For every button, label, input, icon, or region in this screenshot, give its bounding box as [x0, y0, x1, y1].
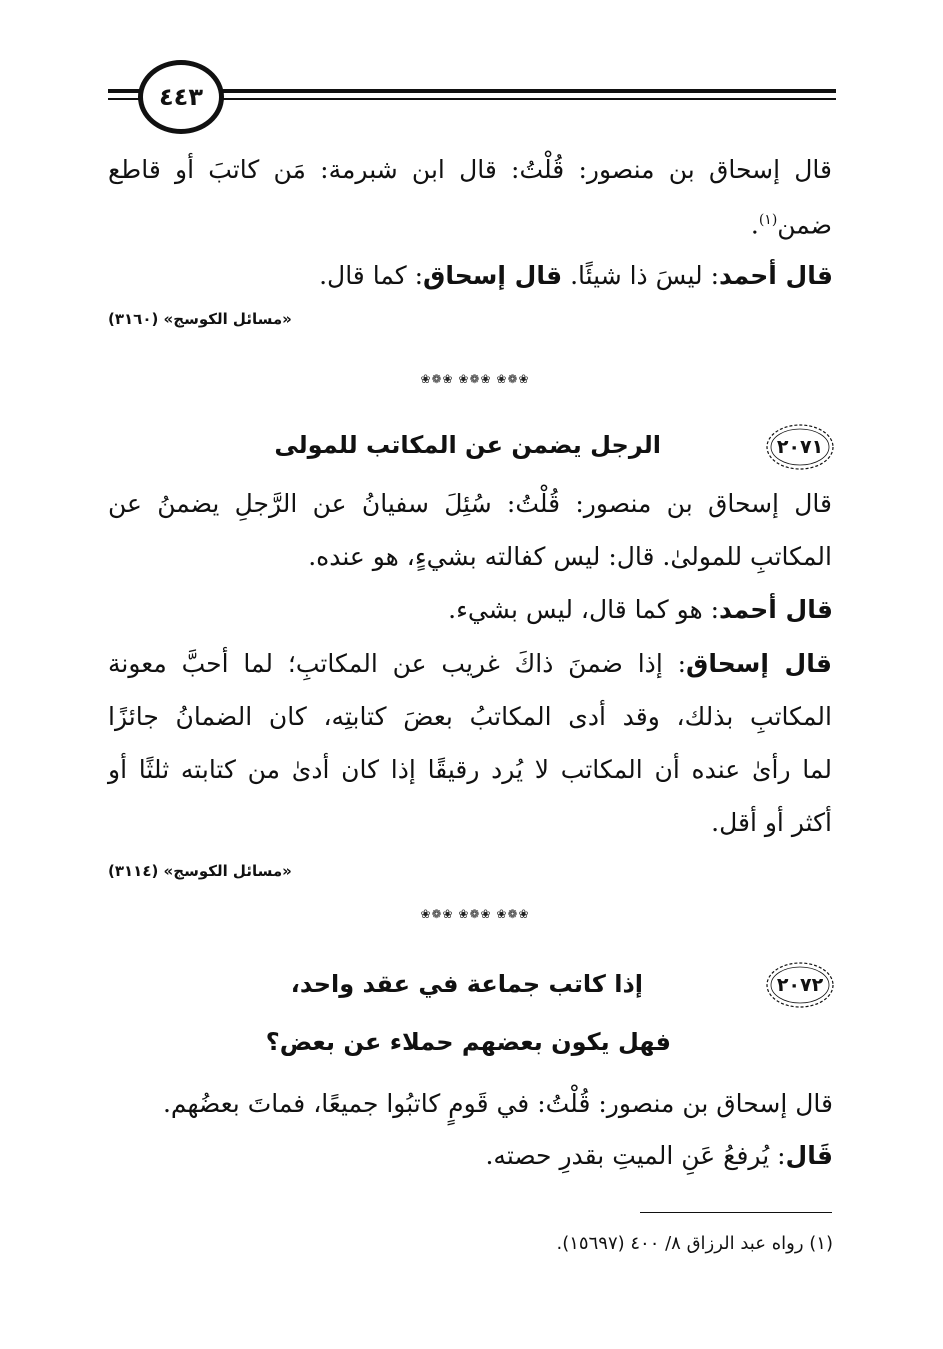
footnote-separator [640, 1212, 832, 1213]
page-number: ٤٤٣ [138, 60, 224, 134]
paragraph-line: قال إسحاق بن منصور: قُلْتُ: قال ابن شبرمة: مَن كاتبَ أو قاطع [108, 155, 832, 184]
paragraph-line: لما رأىٰ عنده أن المكاتب لا يُرد رقيقًا إذا كان أدىٰ من كتابته ثلثًا أو [108, 755, 832, 784]
speaker-label: قال أحمد [719, 261, 833, 290]
section-divider-ornament: ❀❁❀ ❀❁❀ ❀❁❀ [420, 372, 530, 386]
speaker-text: : يُرفعُ عَنِ الميتِ بقدرِ حصته. [485, 1141, 786, 1170]
paragraph-line: أكثر أو أقل. [711, 808, 832, 837]
speaker-text: : ليسَ ذا شيئًا. [570, 261, 720, 290]
paragraph-line: المكاتبِ للمولىٰ. قال: ليس كفالته بشيءٍ، هو عنده. [308, 542, 832, 571]
paragraph-line [108, 200, 832, 245]
speaker-label: قال إسحاق [686, 649, 832, 678]
section-title: الرجل يضمن عن المكاتب للمولى [274, 431, 661, 459]
paragraph-line [448, 590, 833, 630]
paragraph-line [108, 644, 832, 684]
speaker-label: قال إسحاق [423, 261, 563, 290]
paragraph-line: قال إسحاق بن منصور: قُلْتُ: سُئِلَ سفيانُ عن الرَّجلِ يضمنُ عن [108, 489, 832, 518]
section-title: فهل يكون بعضهم حملاء عن بعض؟ [265, 1028, 671, 1056]
paragraph-line [485, 1136, 833, 1176]
footnote-marker: (١) [809, 1233, 833, 1254]
source-citation: «مسائل الكوسج» (٣١٦٠) [108, 310, 292, 328]
paragraph-line: المكاتبِ بذلك، وقد أدى المكاتبُ بعضَ كتابتِه، كان الضمانُ جائزًا [108, 702, 832, 731]
speaker-text: : هو كما قال، ليس بشيء. [448, 595, 720, 624]
footnote-text: رواه عبد الرزاق ٨/ ٤٠٠ (١٥٦٩٧). [556, 1233, 804, 1254]
source-citation: «مسائل الكوسج» (٣١١٤) [108, 862, 292, 880]
entry-number: ٢٠٧٢ [776, 974, 824, 996]
speaker-label: قال أحمد [719, 595, 833, 624]
footnote-ref[interactable]: (١) [758, 212, 778, 228]
footnote [557, 1230, 833, 1258]
paragraph-line: قال إسحاق بن منصور: قُلْتُ: في قَومٍ كاتبُوا جميعًا، فماتَ بعضُهم. [162, 1089, 833, 1118]
page-header [108, 60, 836, 136]
text-run: . [750, 210, 759, 240]
section-title: إذا كاتب جماعة في عقد واحد، [290, 970, 643, 998]
entry-number: ٢٠٧١ [776, 436, 824, 458]
speaker-label: قَال [785, 1141, 833, 1170]
paragraph-line [319, 256, 833, 296]
speaker-text: : إذا ضمنَ ذاكَ غريب عن المكاتبِ؛ لما أحبَّ معونة [108, 649, 687, 678]
entry-number-badge [764, 960, 836, 1010]
section-divider-ornament: ❀❁❀ ❀❁❀ ❀❁❀ [420, 907, 530, 921]
speaker-text: : كما قال. [319, 261, 424, 290]
entry-number-badge [764, 422, 836, 472]
text-run: ضمن [777, 210, 832, 240]
